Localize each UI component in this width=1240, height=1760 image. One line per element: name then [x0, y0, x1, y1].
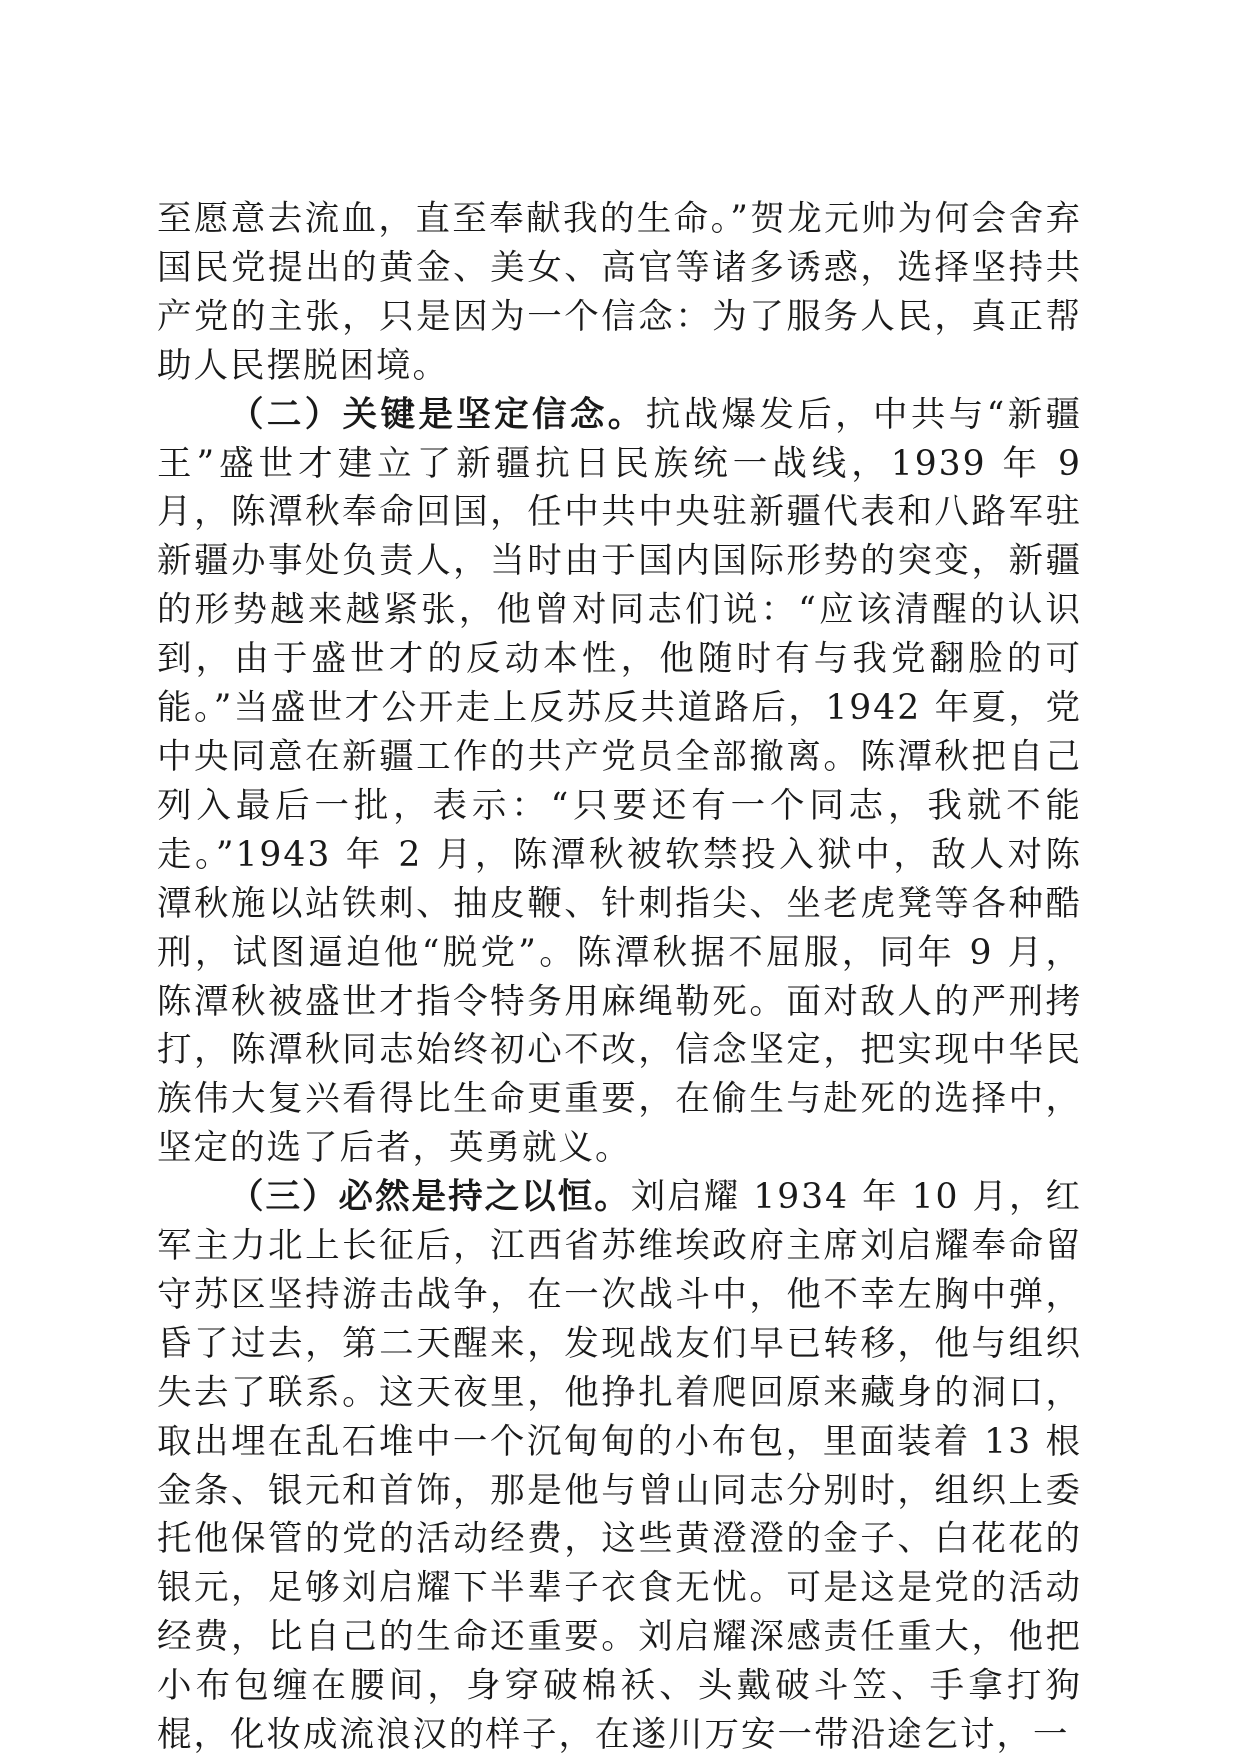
paragraph-continuation	[157, 195, 1082, 391]
paragraph-section-three	[157, 1173, 1082, 1760]
section-heading: （二）关键是坚定信念。	[229, 394, 646, 435]
paragraph-text: 刘启耀 1934 年 10 月，红军主力北上长征后，江西省苏维埃政府主席刘启耀奉命留守苏区坚持游击战争，在一次战斗中，他不幸左胸中弹，昏了过去，第二天醒来，发现战友们早已转移，他与组织失去了联系。这天夜里，他挣扎着爬回原来藏身的洞口，取出埋在乱石堆中一个沉甸甸的小布包，里面装着 13 根金条、银元和首饰，那是他与曾山同志分别时，组织上委托他保管的党的活动经费，这些黄澄澄的金子、白花花的银元，足够刘启耀下半辈子衣食无忧。可是这是党的活动经费，比自己的生命还重要。刘启耀深感责任重大，他把小布包缠在腰间，身穿破棉袄、头戴破斗笠、手拿打狗棍，化妆成流浪汉的样子，在遂川万安一带沿途乞讨，一	[157, 1177, 1083, 1756]
paragraph-text: 至愿意去流血，直至奉献我的生命。”贺龙元帅为何会舍弃国民党提出的黄金、美女、高官等诸多诱惑，选择坚持共产党的主张，只是因为一个信念：为了服务人民，真正帮助人民摆脱困境。	[157, 199, 1082, 386]
section-heading: （三）必然是持之以恒。	[229, 1177, 631, 1218]
paragraph-text: 抗战爆发后，中共与“新疆王”盛世才建立了新疆抗日民族统一战线，1939 年 9 月，陈潭秋奉命回国，任中共中央驻新疆代表和八路军驻新疆办事处负责人，当时由于国内国际形势的突变，新疆的形势越来越紧张，他曾对同志们说：“应该清醒的认识到，由于盛世才的反动本性，他随时有与我党翻脸的可能。”当盛世才公开走上反苏反共道路后，1942 年夏，党中央同意在新疆工作的共产党员全部撤离。陈潭秋把自己列入最后一批，表示：“只要还有一个同志，我就不能走。”1943 年 2 月，陈潭秋被软禁投入狱中，敌人对陈潭秋施以站铁刺、抽皮鞭、针刺指尖、坐老虎凳等各种酷刑，试图逼迫他“脱党”。陈潭秋据不屈服，同年 9 月，陈潭秋被盛世才指令特务用麻绳勒死。面对敌人的严刑拷打，陈潭秋同志始终初心不改，信念坚定，把实现中华民族伟大复兴看得比生命更重要，在偷生与赴死的选择中，坚定的选了后者，英勇就义。	[157, 394, 1083, 1169]
paragraph-section-two	[157, 391, 1082, 1174]
document-body	[157, 195, 1082, 1760]
